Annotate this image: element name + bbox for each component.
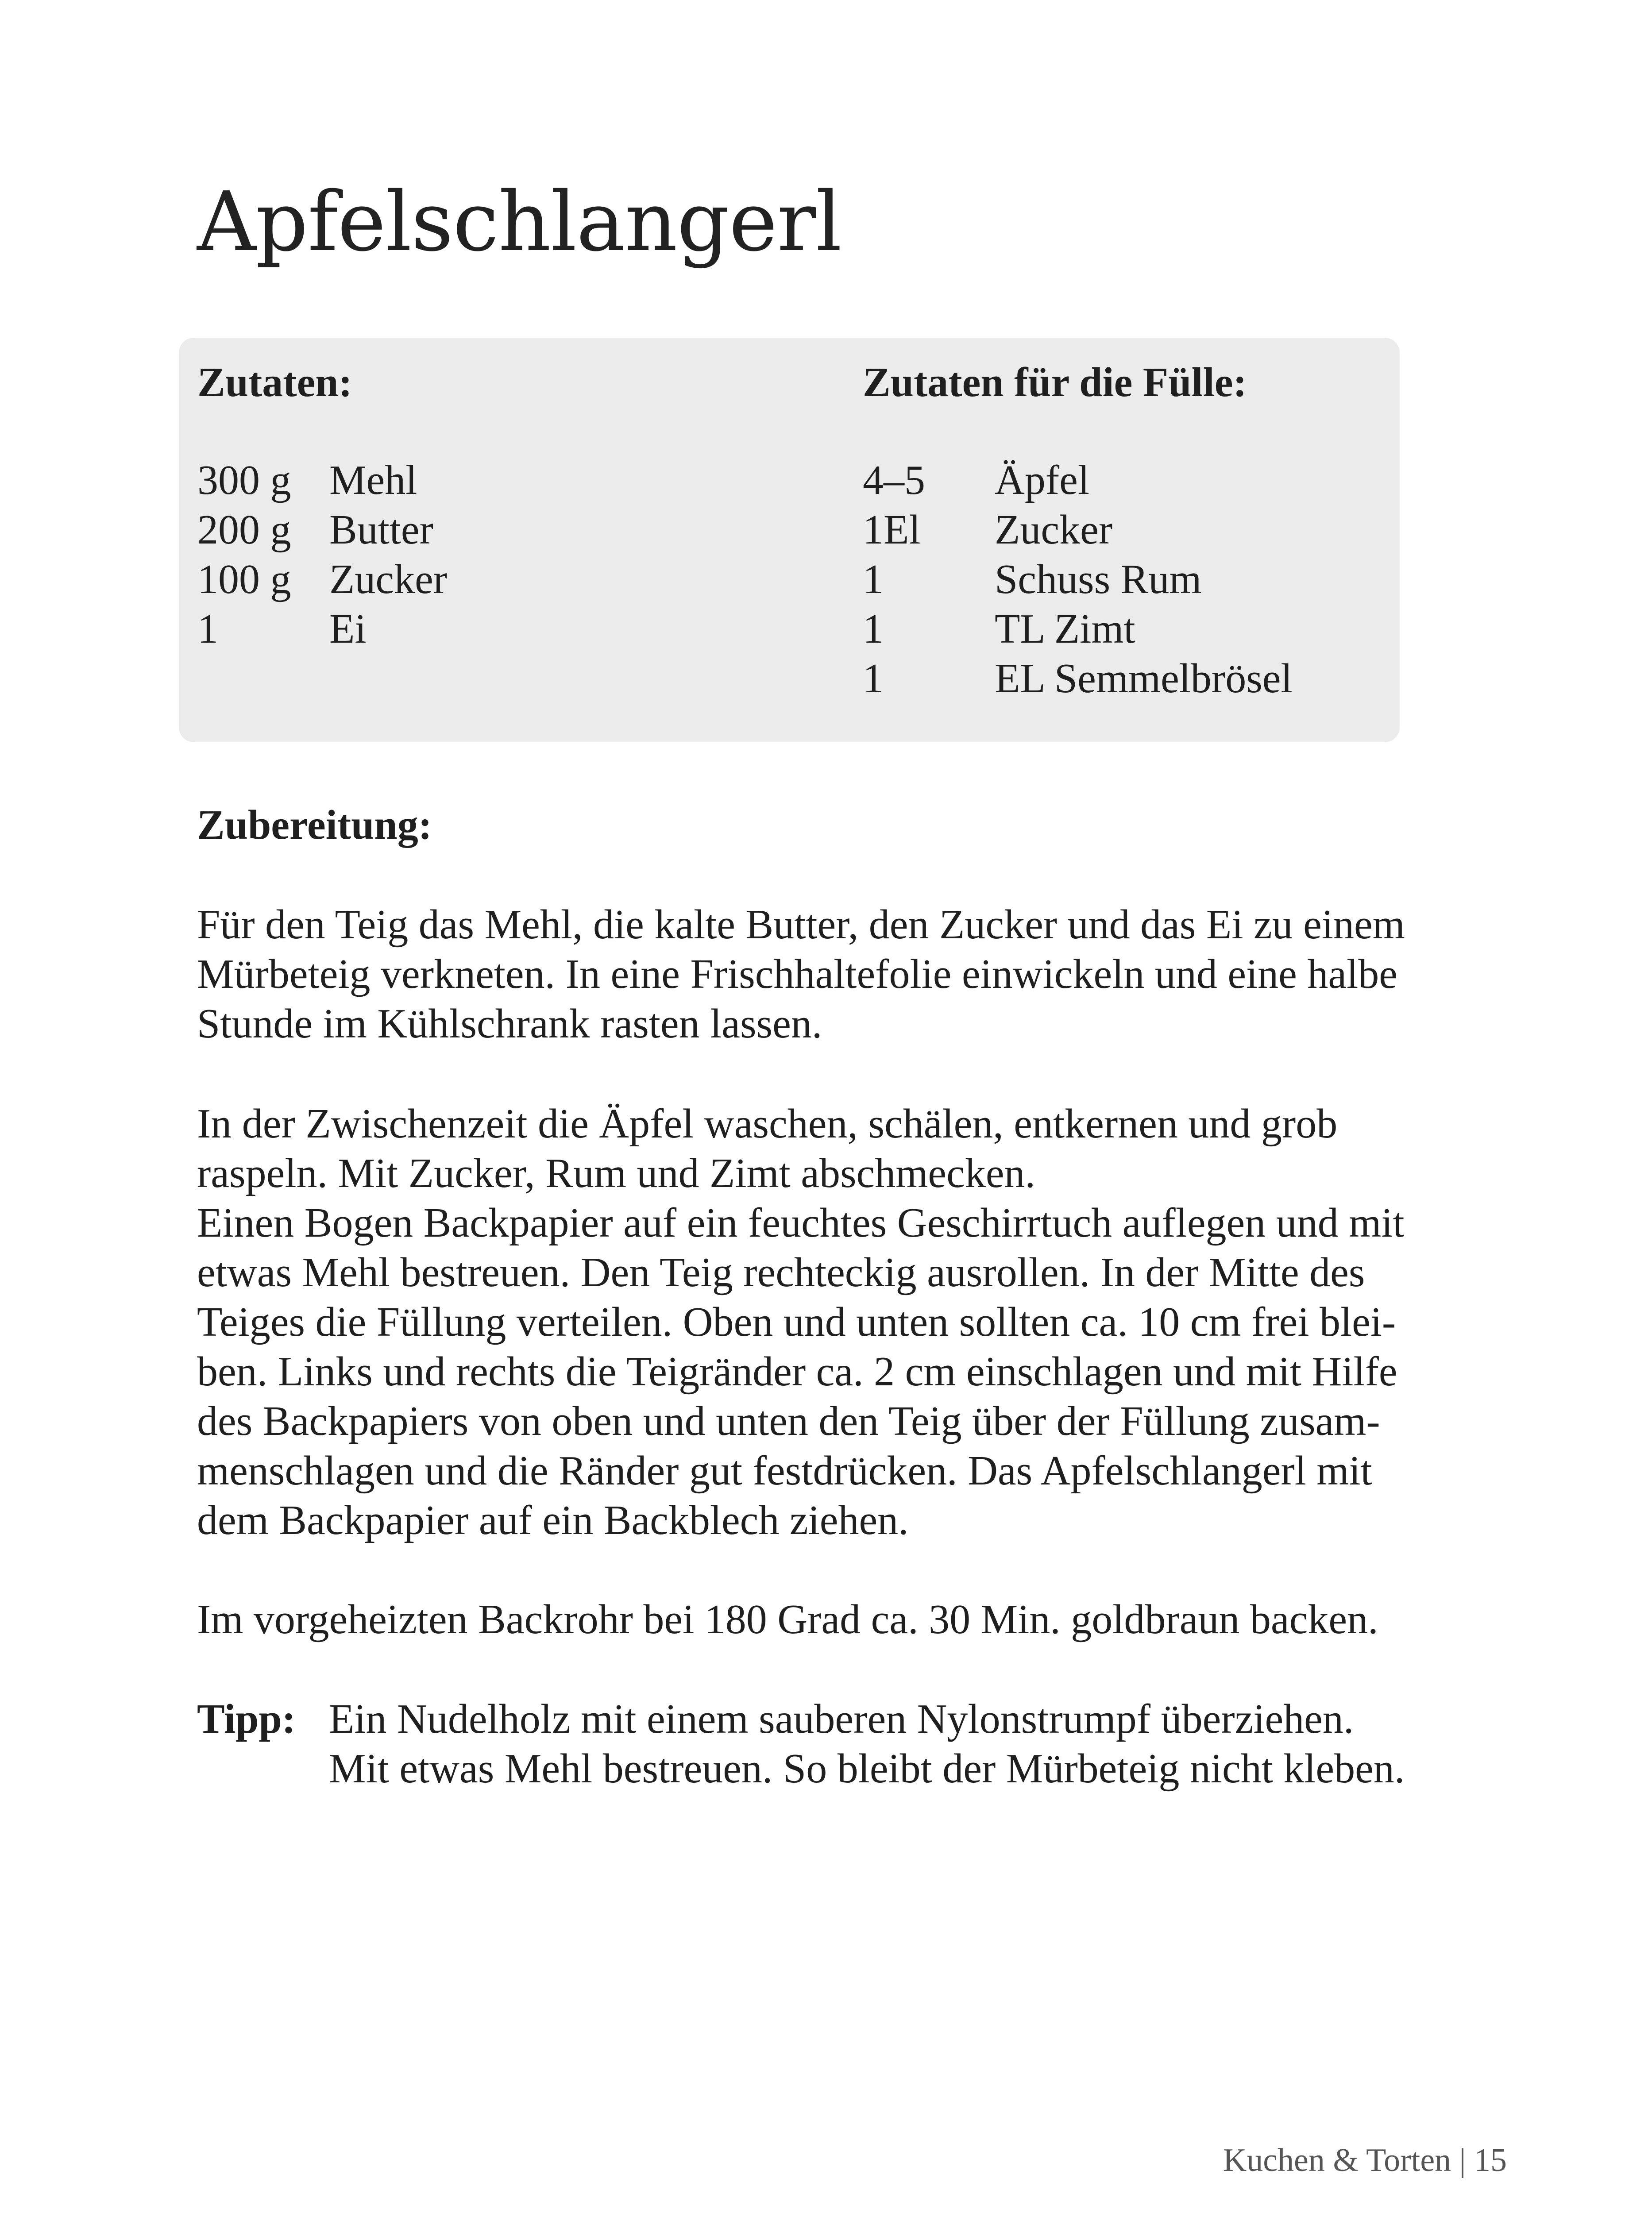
filling-amount: 4–5 <box>863 457 925 503</box>
text-line: Einen Bogen Backpapier auf ein feuchtes Geschirrtuch auflegen und mit <box>197 1200 1405 1246</box>
filling-name: EL Semmelbrösel <box>995 655 1293 702</box>
text-line: Stunde im Kühlschrank rasten lassen. <box>197 1001 822 1047</box>
ingredient-amount: 300 g <box>197 457 291 503</box>
filling-amount: 1 <box>863 606 884 652</box>
filling-amount: 1 <box>863 655 884 702</box>
filling-row <box>863 505 1293 555</box>
ingredient-name: Ei <box>329 606 367 652</box>
filling-name: Schuss Rum <box>995 556 1202 602</box>
ingredient-row <box>197 505 447 555</box>
filling-row <box>863 654 1293 703</box>
ingredient-name: Mehl <box>329 457 417 503</box>
text-line: etwas Mehl bestreuen. Den Teig rechteckig ausrollen. In der Mitte des <box>197 1249 1365 1295</box>
ingredients-column <box>197 358 447 654</box>
filling-amount: 1El <box>863 507 921 553</box>
filling-column <box>863 358 1293 703</box>
preparation-heading: Zubereitung: <box>197 802 432 848</box>
tip-block <box>197 1694 1405 1793</box>
text-line: dem Backpapier auf ein Backblech ziehen. <box>197 1497 909 1543</box>
ingredients-box <box>179 338 1400 742</box>
ingredient-name: Butter <box>329 507 433 553</box>
ingredients-heading: Zutaten: <box>197 359 352 405</box>
tip-label: Tipp: <box>197 1696 296 1742</box>
filling-row <box>863 604 1293 654</box>
filling-row <box>863 455 1293 505</box>
preparation-paragraph-1 <box>197 900 1481 1049</box>
page-footer: Kuchen & Torten | 15 <box>1223 2142 1507 2178</box>
ingredient-amount: 100 g <box>197 556 291 602</box>
text-line: In der Zwischenzeit die Äpfel waschen, schälen, entkernen und grob <box>197 1101 1338 1147</box>
text-line: des Backpapiers von oben und unten den Teig über der Füllung zusam- <box>197 1398 1380 1444</box>
filling-amount: 1 <box>863 556 884 602</box>
ingredient-amount: 1 <box>197 606 218 652</box>
text-line: ben. Links und rechts die Teigränder ca. 2 cm einschlagen und mit Hilfe <box>197 1349 1397 1395</box>
text-line: Ein Nudelholz mit einem sauberen Nylonstrumpf überziehen. <box>329 1696 1354 1742</box>
preparation-paragraph-2 <box>197 1099 1481 1545</box>
page-title: Apfelschlangerl <box>197 174 841 270</box>
ingredient-name: Zucker <box>329 556 448 602</box>
filling-name: Äpfel <box>995 457 1090 503</box>
text-line: Für den Teig das Mehl, die kalte Butter, den Zucker und das Ei zu einem <box>197 902 1405 948</box>
text-line: Im vorgeheizten Backrohr bei 180 Grad ca. 30 Min. goldbraun backen. <box>197 1596 1378 1642</box>
filling-name: TL Zimt <box>995 606 1135 652</box>
text-line: menschlagen und die Ränder gut festdrücken. Das Apfelschlangerl mit <box>197 1448 1372 1494</box>
tip-text <box>329 1694 1405 1793</box>
preparation-paragraph-3 <box>197 1595 1481 1644</box>
filling-heading: Zutaten für die Fülle: <box>863 359 1247 405</box>
filling-row <box>863 555 1293 604</box>
text-line: raspeln. Mit Zucker, Rum und Zimt abschmecken. <box>197 1150 1036 1196</box>
ingredient-amount: 200 g <box>197 507 291 553</box>
ingredient-row <box>197 455 447 505</box>
ingredient-row <box>197 555 447 604</box>
text-line: Mürbeteig verkneten. In eine Frischhaltefolie einwickeln und eine halbe <box>197 951 1397 997</box>
text-line: Mit etwas Mehl bestreuen. So bleibt der Mürbeteig nicht kleben. <box>329 1746 1405 1792</box>
text-line: Teiges die Füllung verteilen. Oben und unten sollten ca. 10 cm frei blei- <box>197 1299 1396 1345</box>
filling-name: Zucker <box>995 507 1113 553</box>
ingredient-row <box>197 604 447 654</box>
